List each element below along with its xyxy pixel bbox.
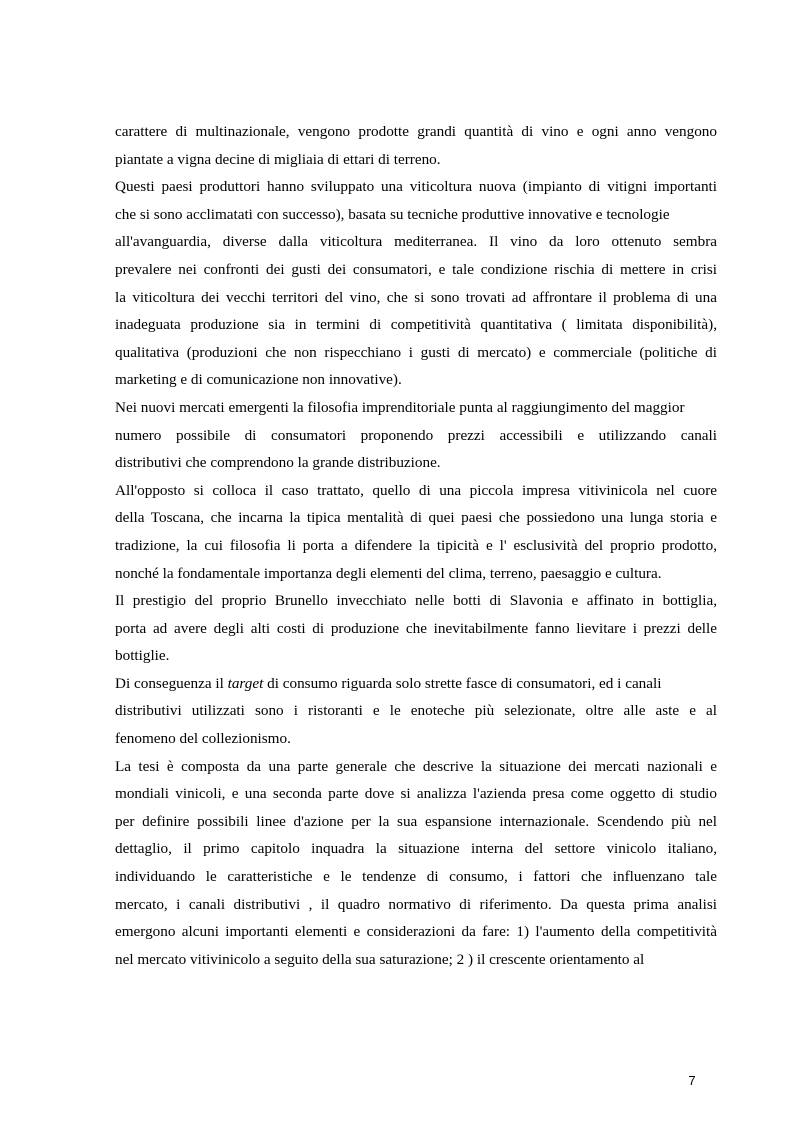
text-line: della Toscana, che incarna la tipica mentalità di quei paesi che possiedono una lunga storia e — [115, 509, 717, 527]
text-line: nonché la fondamentale importanza degli elementi del clima, terreno, paesaggio e cultura. — [115, 564, 662, 582]
body-text — [115, 118, 717, 973]
text-line: distributivi che comprendono la grande distribuzione. — [115, 454, 441, 472]
text-line: la viticoltura dei vecchi territori del vino, che si sono trovati ad affrontare il problema di una — [115, 288, 717, 306]
text-line: prevalere nei confronti dei gusti dei consumatori, e tale condizione rischia di mettere in crisi — [115, 260, 717, 278]
text-line: dettaglio, il primo capitolo inquadra la situazione interna del settore vinicolo italiano, — [115, 840, 717, 858]
text-line: qualitativa (produzioni che non rispecchiano i gusti di mercato) e commerciale (politiche di — [115, 343, 717, 361]
text-line-target — [115, 670, 717, 698]
text-line: Il prestigio del proprio Brunello invecchiato nelle botti di Slavonia e affinato in bottiglia, — [115, 592, 717, 610]
text-line: fenomeno del collezionismo. — [115, 730, 291, 748]
text-line: All'opposto si colloca il caso trattato, quello di una piccola impresa vitivinicola nel cuore — [115, 481, 717, 499]
text-line: individuando le caratteristiche e le tendenze di consumo, i fattori che influenzano tale — [115, 868, 717, 886]
text-line: per definire possibili linee d'azione per la sua espansione internazionale. Scendendo più nel — [115, 812, 717, 830]
text-line: Nei nuovi mercati emergenti la filosofia imprenditoriale punta al raggiungimento del maggior — [115, 398, 685, 416]
text-line: La tesi è composta da una parte generale che descrive la situazione dei mercati nazionali e — [115, 757, 717, 775]
text-line: che si sono acclimatati con successo), basata su tecniche produttive innovative e tecnologie — [115, 205, 670, 223]
text-line: porta ad avere degli alti costi di produzione che inevitabilmente fanno lievitare i prezzi delle — [115, 619, 717, 637]
text-line: emergono alcuni importanti elementi e considerazioni da fare: 1) l'aumento della competitività — [115, 923, 717, 941]
text-line: nel mercato vitivinicolo a seguito della sua saturazione; 2 ) il crescente orientamento al — [115, 950, 645, 968]
text-line: mercato, i canali distributivi , il quadro normativo di riferimento. Da questa prima analisi — [115, 895, 717, 913]
text-line: inadeguata produzione sia in termini di competitività quantitativa ( limitata disponibilità), — [115, 316, 717, 334]
text-line: tradizione, la cui filosofia li porta a difendere la tipicità e l' esclusività del proprio prodotto, — [115, 536, 717, 554]
text-line: piantate a vigna decine di migliaia di ettari di terreno. — [115, 150, 441, 168]
page-number: 7 — [688, 1073, 696, 1088]
text-line: numero possibile di consumatori proponendo prezzi accessibili e utilizzando canali — [115, 426, 717, 444]
target-line-before: Di conseguenza il — [115, 674, 228, 692]
text-line: marketing e di comunicazione non innovative). — [115, 371, 402, 389]
text-line: Questi paesi produttori hanno sviluppato una viticoltura nuova (impianto di vitigni importanti — [115, 178, 717, 196]
target-italic: target — [227, 674, 264, 692]
text-line: carattere di multinazionale, vengono prodotte grandi quantità di vino e ogni anno vengono — [115, 123, 717, 140]
target-line-after: di consumo riguarda solo strette fasce di consumatori, ed i canali — [263, 674, 662, 692]
text-line: mondiali vinicoli, e una seconda parte dove si analizza l'azienda presa come oggetto di studio — [115, 785, 717, 803]
text-line: distributivi utilizzati sono i ristoranti e le enoteche più selezionate, oltre alle aste e al — [115, 702, 717, 720]
text-line: bottiglie. — [115, 647, 170, 665]
text-line: all'avanguardia, diverse dalla viticoltura mediterranea. Il vino da loro ottenuto sembra — [115, 233, 717, 251]
